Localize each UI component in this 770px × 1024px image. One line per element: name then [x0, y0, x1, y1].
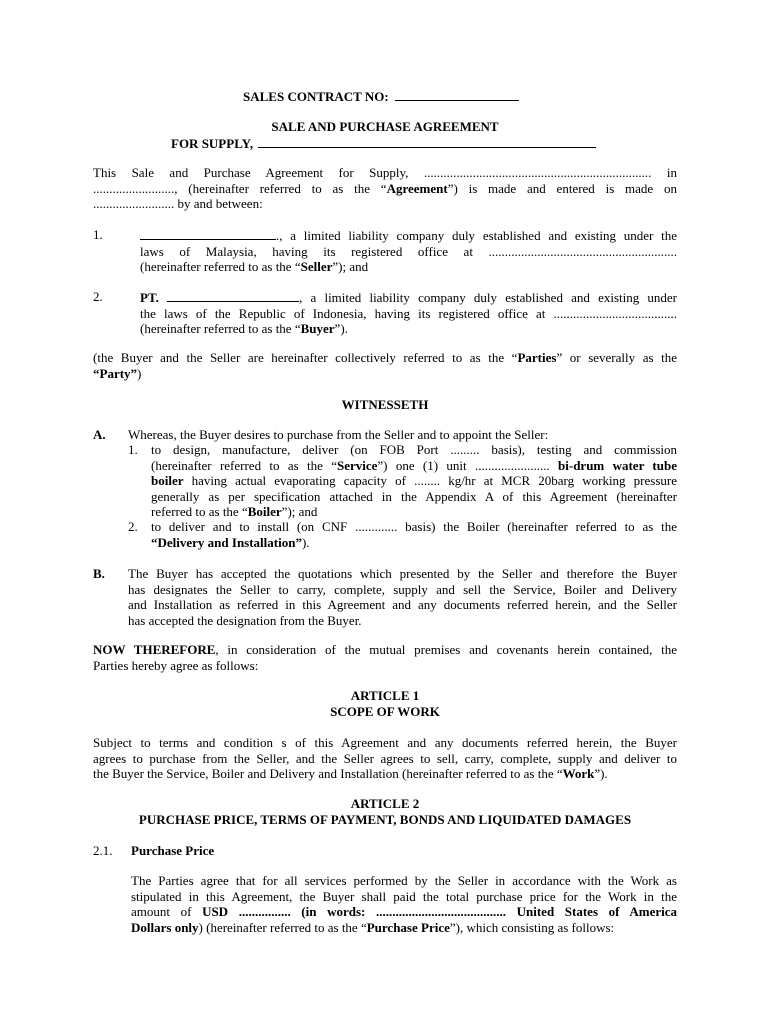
collective-line-2: “Party”) — [93, 365, 142, 381]
party-1-line-2: laws of Malaysia, having its registered office at .......................................................... — [140, 243, 677, 259]
contract-number-heading — [243, 88, 519, 105]
article-1-title: ARTICLE 1 — [350, 688, 420, 703]
now-therefore-paragraph: NOW THEREFORE, in consideration of the mutual premises and covenants herein contained, the Parties hereby agree as follows: — [93, 642, 677, 673]
contract-number-label: SALES CONTRACT NO: — [243, 89, 389, 104]
party-2-line-1: PT. , a limited liability company duly established and existing under — [140, 290, 678, 305]
section-2-1-title: Purchase Price — [131, 843, 215, 858]
for-supply-label: FOR SUPPLY, — [171, 136, 254, 151]
seller-name-blank — [140, 227, 276, 240]
article-2-subtitle: PURCHASE PRICE, TERMS OF PAYMENT, BONDS AND LIQUIDATED DAMAGES — [138, 812, 632, 827]
party-1-number: 1. — [93, 227, 103, 242]
collective-line-1: (the Buyer and the Seller are hereinafter collectively referred to as the “Parties” or severally as the — [93, 350, 677, 365]
recital-a-intro: Whereas, the Buyer desires to purchase from the Seller and to appoint the Seller: — [128, 427, 549, 442]
article-2-title: ARTICLE 2 — [350, 796, 420, 811]
party-1-block — [140, 227, 677, 275]
section-2-1-number: 2.1. — [93, 843, 113, 858]
party-1-line-3: (hereinafter referred to as the “Seller”); and — [140, 259, 369, 274]
recital-a-item-1-number: 1. — [128, 442, 138, 457]
party-2-number: 2. — [93, 289, 103, 304]
party-2-line-3: (hereinafter referred to as the “Buyer”). — [140, 321, 348, 336]
party-1-line-1: ., a limited liability company duly established and existing under the — [140, 227, 677, 244]
witnesseth-heading: WITNESSETH — [341, 397, 429, 412]
agreement-title: SALE AND PURCHASE AGREEMENT — [271, 119, 499, 134]
contract-number-blank — [395, 88, 519, 101]
party-2-block — [140, 289, 677, 337]
recital-a-item-2-number: 2. — [128, 519, 138, 534]
intro-line-2: ........................., (hereinafter referred to as the “Agreement”) is made and entered is made on — [93, 180, 677, 196]
recital-a-item-2: to deliver and to install (on CNF ............. basis) the Boiler (hereinafter referred to as the “Delivery and Installation”). — [151, 519, 677, 550]
intro-line-1: This Sale and Purchase Agreement for Supply, ...................................................................... in — [93, 165, 677, 180]
section-2-1-body: The Parties agree that for all services performed by the Seller in accordance with the Work as stipulated in this Agreement, the Buyer shall paid the total purchase price for the Work in the amount of USD ................ (in words: ........................................ United States of America Dollars only) (hereinafter referred to as the “Purchase Price”), which consisting as follows: — [131, 873, 677, 935]
party-2-line-2: the laws of the Republic of Indonesia, having its registered office at ...................................... — [140, 305, 677, 321]
article-1-body: Subject to terms and condition s of this Agreement and any documents referred herein, the Buyer agrees to purchase from the Seller, and the Seller agrees to sell, carry, complete, supply and deliver to the Buyer the Service, Boiler and Delivery and Installation (hereinafter referred to as the “Work”). — [93, 735, 677, 781]
recital-a-label: A. — [93, 427, 106, 442]
intro-paragraph — [93, 165, 677, 212]
recital-b-label: B. — [93, 566, 105, 581]
intro-line-3: ......................... by and between: — [93, 196, 263, 211]
for-supply-blank — [258, 135, 596, 148]
recital-b-text: The Buyer has accepted the quotations which presented by the Seller and therefore the Buyer has designates the Seller to carry, complete, supply and sell the Service, Boiler and Delivery and Installation as referred in this Agreement and any documents referred herein, and the Seller has accepted the designation from the Buyer. — [128, 566, 677, 628]
recital-a-item-1: to design, manufacture, deliver (on FOB Port ......... basis), testing and commission (hereinafter referred to as the “Service”) one (1) unit ....................... bi-drum water tube boiler having actual evaporating capacity of ........ kg/hr at MCR 20barg working pressure generally as per specification attached in the Appendix A of this Agreement (hereinafter referred to as the “Boiler”); and — [151, 442, 677, 519]
article-1-subtitle: SCOPE OF WORK — [330, 704, 440, 719]
collective-paragraph — [93, 350, 677, 381]
for-supply-heading — [171, 135, 596, 152]
buyer-name-blank — [167, 289, 299, 302]
